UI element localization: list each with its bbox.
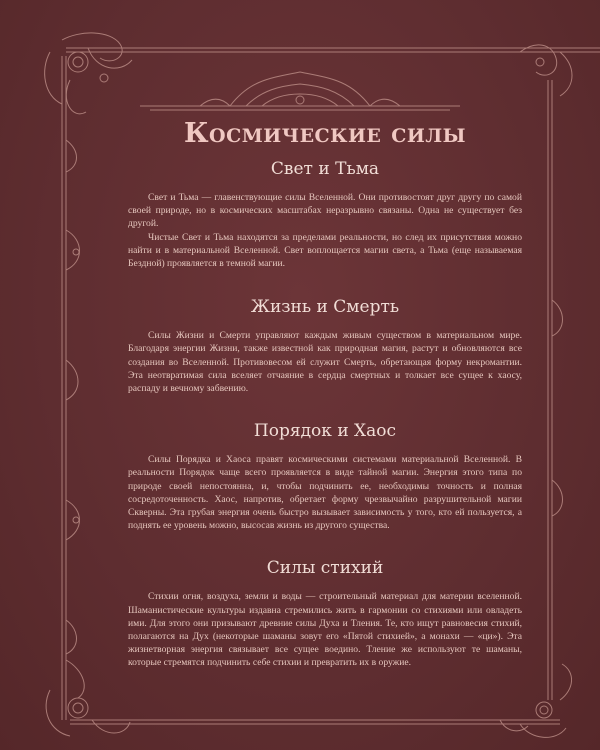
paragraph: Силы Жизни и Смерти управляют каждым живым существом в материальном мире. Благодаря энергии Жизни, также известной как природная магия, растут и обновляются все создания во Вселенной. Противовесом ей служит Смерть, обретающая форму некромантии. Эта неотвратимая сила вселяет отчаяние в сердца смертных и толкает все сущее к хаосу, распаду и вечному забвению. [128,330,522,395]
right-vine-ornament [552,300,563,516]
section-order-chaos [128,421,522,532]
paragraph: Свет и Тьма — главенствующие силы Вселенной. Они противостоят друг другу по самой своей природе, но в космических масштабах неразрывно связаны. Одна не существует без другой. [128,192,522,230]
corner-flourish-top-left [45,33,132,114]
content-column [128,118,522,670]
section-elemental-forces [128,558,522,669]
paragraph: Силы Порядка и Хаоса правят космическими системами материальной Вселенной. В реальности Порядок чаще всего проявляется в виде тайной магии. Энергия этого типа по природе своей непостоянна, и, чтобы подчинить ее, необходимы точность и полная сосредоточенность. Хаос, напротив, обретает форму чрезвычайно разрушительной магии Скверны. Эта грубая энергия очень быстро вызывает зависимость у того, кто ей пользуется, а поднять ее уровень можно, высосав жизнь из другого существа. [128,454,522,532]
section-heading: Свет и Тьма [270,159,380,179]
corner-flourish-bottom-right [500,664,572,737]
paragraph: Стихии огня, воздуха, земли и воды — строительный материал для материи вселенной. Шаманистические культуры издавна стремились жить в гармонии со стихиями или овладеть ими. Для этого они призывают древние силы Духа и Тления. Те, кто ищут равновесия стихий, полагаются на Дух (некоторые шаманы зовут его «Пятой стихией», а монахи — «ци»). Эта жизнетворная энергия связывает все сущее воедино. Тление же используют те шаманы, которые стремятся подчинить себе стихии и превратить их в оружие. [128,591,522,669]
paragraph: Чистые Свет и Тьма находятся за пределами реальности, но след их присутствия можно найти и в материальной Вселенной. Свет воплощается магии света, а Тьма (еще называемая Бездной) проявляется в темной магии. [128,231,522,270]
corner-flourish-bottom-left [46,660,130,736]
left-vine-ornament [66,140,80,654]
corner-flourish-top-right [520,45,572,96]
section-heading: Силы стихий [266,558,384,579]
section-light-dark [128,159,522,270]
top-center-medallion [140,72,460,110]
section-heading: Порядок и Хаос [253,421,397,442]
section-heading: Жизнь и Смерть [250,297,400,318]
page-title: Космические силы [184,118,466,149]
section-life-death [128,297,522,395]
